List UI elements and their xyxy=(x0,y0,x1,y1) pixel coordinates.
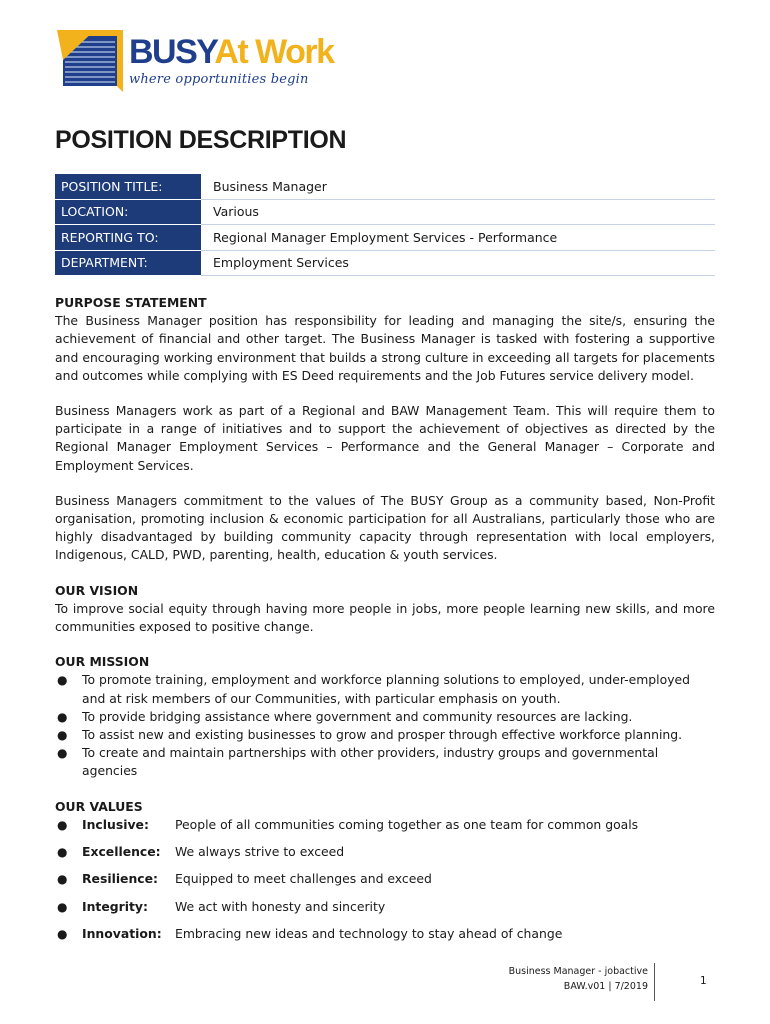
value-name: Innovation: xyxy=(82,926,162,942)
bullet-icon: ● xyxy=(57,845,68,860)
detail-row-position-title xyxy=(55,174,715,199)
value-description: People of all communities coming together as one team for common goals xyxy=(175,816,639,832)
list-item xyxy=(55,898,715,925)
list-item xyxy=(55,708,715,726)
mission-item-text: To provide bridging assistance where government and community resources are lacking. xyxy=(82,708,633,724)
list-item xyxy=(55,744,715,780)
bullet-icon: ● xyxy=(57,709,68,724)
footer-document-name: Business Manager - jobactive xyxy=(508,966,648,977)
mission-item-text: To promote training, employment and workforce planning solutions to employed, under-employed and at risk members of our Communities, with particular emphasis on youth. xyxy=(82,672,691,706)
detail-label: REPORTING TO: xyxy=(55,225,201,251)
vision-text: To improve social equity through having more people in jobs, more people learning new skills, and more communities exposed to positive change. xyxy=(55,600,715,635)
detail-value: Various xyxy=(201,199,715,225)
logo-word-busy: BUSY xyxy=(129,33,215,71)
position-details-table xyxy=(55,174,715,276)
bullet-icon: ● xyxy=(57,817,68,832)
page-title: POSITION DESCRIPTION xyxy=(55,126,347,154)
list-item xyxy=(55,870,715,897)
detail-label: LOCATION: xyxy=(55,199,201,225)
bullet-icon: ● xyxy=(57,746,68,761)
value-name: Integrity: xyxy=(82,898,148,914)
footer-version: BAW.v01 | 7/2019 xyxy=(563,981,648,992)
detail-label: POSITION TITLE: xyxy=(55,174,201,199)
value-name: Inclusive: xyxy=(82,816,149,832)
mission-item-text: To create and maintain partnerships with other providers, industry groups and governmental agencies xyxy=(82,745,659,779)
detail-value: Business Manager xyxy=(201,174,715,199)
mission-list xyxy=(55,671,715,780)
list-item xyxy=(55,843,715,870)
purpose-paragraph: Business Managers commitment to the values of The BUSY Group as a community based, Non-Profit organisation, promoting inclusion & economic participation for all Australians, particularly those who are highly disadvantaged by building community capacity through representation with local employers, Indigenous, CALD, PWD, parenting, health, education & youth services. xyxy=(55,492,715,563)
bullet-icon: ● xyxy=(57,673,68,688)
logo-wordmark xyxy=(129,34,334,70)
detail-label: DEPARTMENT: xyxy=(55,250,201,276)
list-item xyxy=(55,726,715,744)
bullet-icon: ● xyxy=(57,872,68,887)
bullet-icon: ● xyxy=(57,728,68,743)
logo-word-atwork: At Work xyxy=(214,33,334,71)
mission-item-text: To assist new and existing businesses to grow and prosper through effective workforce planning. xyxy=(82,727,683,743)
value-description: Embracing new ideas and technology to stay ahead of change xyxy=(175,926,563,942)
purpose-heading: PURPOSE STATEMENT xyxy=(55,295,207,310)
document-body xyxy=(55,294,715,969)
value-description: We act with honesty and sincerity xyxy=(175,898,386,914)
value-description: We always strive to exceed xyxy=(175,844,345,860)
detail-value: Regional Manager Employment Services - Performance xyxy=(201,225,715,251)
values-list xyxy=(55,816,715,952)
page-number: 1 xyxy=(700,975,707,987)
purpose-paragraph: Business Managers work as part of a Regional and BAW Management Team. This will require them to participate in a range of initiatives and to support the achievement of objectives as directed by the Regional Manager Employment Services – Performance and the General Manager – Corporate and Employment Services. xyxy=(55,403,715,473)
detail-row-reporting-to xyxy=(55,225,715,251)
purpose-paragraph: The Business Manager position has responsibility for leading and managing the site/s, ensuring the achievement of financial and other target. The Business Manager is tasked with fostering a supportive and encouraging working environment that builds a strong culture in exceeding all targets for placements and outcomes while complying with ES Deed requirements and the Job Futures service delivery model. xyxy=(55,313,715,383)
list-item xyxy=(55,816,715,843)
company-logo xyxy=(55,30,345,96)
detail-value: Employment Services xyxy=(201,250,715,276)
value-description: Equipped to meet challenges and exceed xyxy=(175,871,432,887)
detail-row-location xyxy=(55,199,715,225)
vision-heading: OUR VISION xyxy=(55,582,139,598)
bullet-icon: ● xyxy=(57,927,68,942)
bullet-icon: ● xyxy=(57,899,68,914)
page-footer xyxy=(509,964,648,994)
list-item xyxy=(55,925,715,952)
mission-heading: OUR MISSION xyxy=(55,654,150,670)
value-name: Excellence: xyxy=(82,844,161,860)
logo-tagline: where opportunities begin xyxy=(129,72,309,87)
detail-row-department xyxy=(55,250,715,276)
values-heading: OUR VALUES xyxy=(55,798,143,814)
list-item xyxy=(55,671,715,707)
logo-mark-icon xyxy=(55,30,123,92)
value-name: Resilience: xyxy=(82,871,158,887)
footer-divider xyxy=(654,963,655,1001)
